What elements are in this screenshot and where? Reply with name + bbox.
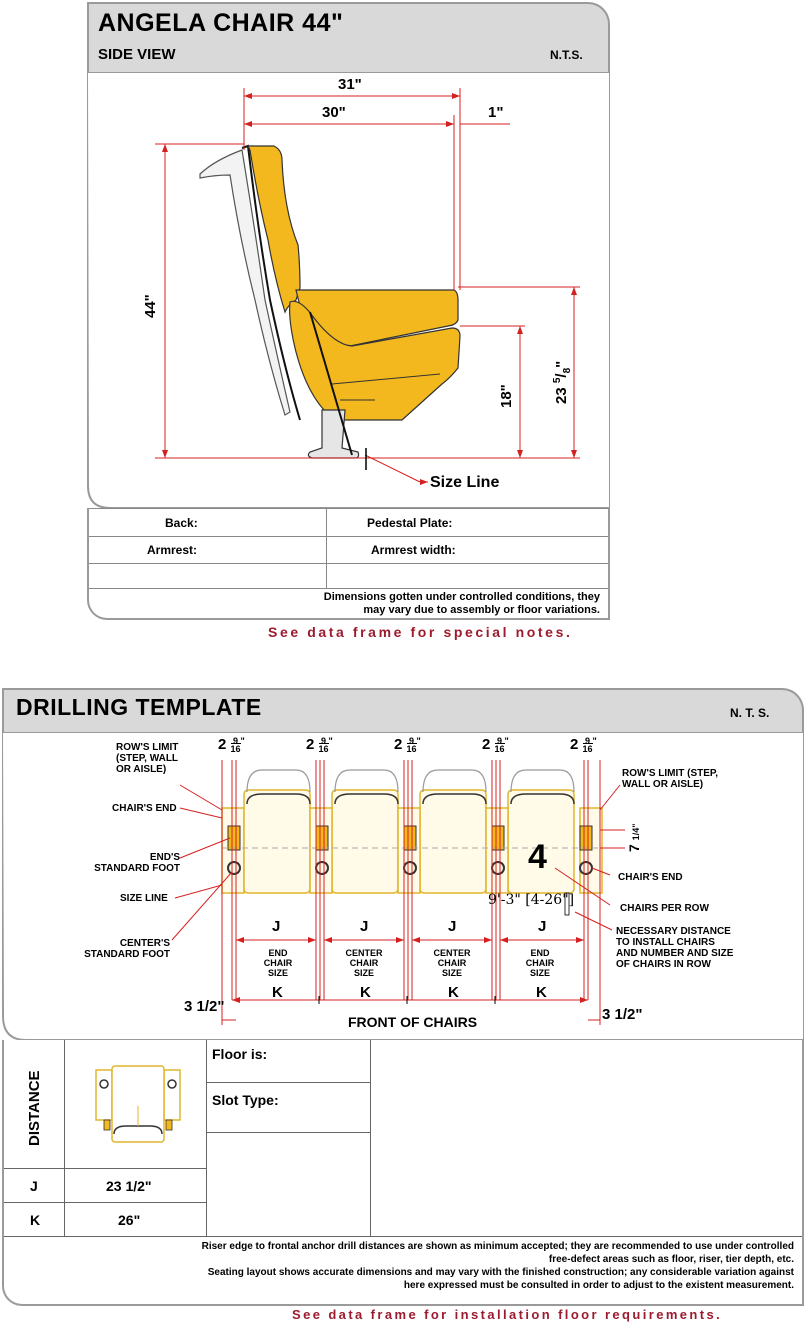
dim-seat-height: 18" (498, 384, 515, 408)
gap-num: 9 (585, 736, 591, 747)
back-label: Back: (165, 516, 198, 530)
gap-whole: 2 (306, 736, 315, 753)
drilling-title: DRILLING TEMPLATE (16, 694, 262, 720)
row-length (488, 892, 574, 908)
foot-offset-num: 1 (631, 835, 641, 841)
dim-arm-height-whole: 23 (553, 387, 570, 404)
gap-den: 16 (494, 744, 505, 755)
gap-dim-5 (570, 736, 597, 753)
rows-limit-right-line-2: WALL OR AISLE) (622, 779, 704, 790)
side-view-subtitle: SIDE VIEW (98, 46, 176, 63)
side-view-footer: See data frame for special notes. (268, 624, 573, 640)
gap-num: 9 (321, 736, 327, 747)
pedestal-plate-label: Pedestal Plate: (367, 516, 453, 530)
table-row-k-key: K (30, 1212, 41, 1228)
dim-offset: 1" (488, 104, 504, 121)
drilling-footer: See data frame for installation floor requirements. (292, 1307, 723, 1322)
distance-label: DISTANCE (26, 1070, 43, 1146)
gap-inch: " (240, 736, 245, 746)
drilling-note-line-1: Riser edge to frontal anchor drill distances are shown as minimum accepted; they are recommended to use under controlled (201, 1241, 794, 1252)
dim-arm-height-num: 5 (552, 377, 563, 384)
j-label-1: J (272, 918, 281, 935)
gap-num: 9 (497, 736, 503, 747)
chairs-end-right-label: CHAIR'S END (618, 872, 683, 883)
ends-foot-label (94, 852, 180, 874)
table-row-j-key: J (30, 1178, 38, 1194)
drilling-nts: N. T. S. (730, 706, 770, 720)
front-of-chairs-label: FRONT OF CHAIRS (348, 1014, 478, 1030)
dim-arm-height-inch: " (553, 360, 570, 368)
chair-size-3-line-2: CHAIR (437, 958, 467, 968)
necessary-line-2: TO INSTALL CHAIRS (616, 937, 715, 948)
gap-num: 9 (409, 736, 415, 747)
side-view-table (87, 508, 610, 620)
rows-limit-left-line-1: ROW'S LIMIT (116, 742, 179, 753)
k-label-2: K (360, 984, 371, 1001)
gap-dim-3 (394, 736, 421, 753)
rows-limit-right-label (622, 768, 718, 790)
size-line-label: Size Line (430, 474, 500, 491)
centers-foot-label (82, 938, 170, 960)
chair-size-1-line-3: SIZE (267, 968, 288, 978)
chairs-end-left-label: CHAIR'S END (112, 803, 177, 814)
k-label-3: K (448, 984, 459, 1001)
rows-limit-left-label (116, 742, 178, 775)
gap-den: 16 (230, 744, 241, 755)
chair-size-2 (342, 948, 386, 978)
drilling-note (14, 1240, 794, 1292)
chair-size-4-line-2: CHAIR (525, 958, 555, 968)
row-length-value: 9'-3" (488, 892, 521, 908)
size-line-drill-label: SIZE LINE (120, 893, 168, 904)
chairs-count: 4 (528, 838, 547, 876)
chair-size-1 (256, 948, 300, 978)
chair-top-view-icon (92, 1062, 184, 1148)
ends-foot-line-2: STANDARD FOOT (94, 863, 180, 874)
chair-size-1-line-1: END (268, 948, 288, 958)
gap-den: 16 (318, 744, 329, 755)
gap-inch: " (416, 736, 421, 746)
drilling-note-line-2: free-defect areas such as floor, riser, tier depth, etc. (548, 1254, 794, 1265)
gap-whole: 2 (570, 736, 579, 753)
side-view-title: ANGELA CHAIR 44" (98, 9, 344, 37)
dim-arm-height: 23 $^5/_8$" (552, 360, 573, 404)
chair-size-4 (518, 948, 562, 978)
foot-offset-inch: " (631, 823, 641, 828)
gap-whole: 2 (218, 736, 227, 753)
chair-size-2-line-3: SIZE (353, 968, 374, 978)
foot-offset-whole: 7 (626, 844, 642, 852)
slot-type-label: Slot Type: (212, 1092, 279, 1108)
drilling-note-line-4: here expressed must be consulted in order to adjust to the existent measurement. (403, 1280, 794, 1291)
armrest-width-label: Armrest width: (371, 543, 456, 557)
gap-den: 16 (582, 744, 593, 755)
rows-limit-right-line-1: ROW'S LIMIT (STEP, (622, 768, 719, 779)
gap-whole: 2 (394, 736, 403, 753)
centers-foot-line-1: CENTER'S (119, 938, 170, 949)
foot-offset-den: 4 (631, 827, 641, 833)
gap-inch: " (504, 736, 509, 746)
dim-seat-depth: 30" (322, 104, 346, 121)
gap-num: 9 (233, 736, 239, 747)
necessary-line-1: NECESSARY DISTANCE (616, 926, 731, 937)
foot-offset-dim: 7 1/4" (626, 823, 642, 852)
necessary-distance-label (616, 926, 733, 970)
chair-size-3-line-1: CENTER (433, 948, 471, 958)
centers-foot-line-2: STANDARD FOOT (84, 949, 170, 960)
gap-whole: 2 (482, 736, 491, 753)
drilling-note-line-3: Seating layout shows accurate dimensions and may vary with the finished construction; any considerable variation against (207, 1267, 794, 1278)
chair-size-4-line-3: SIZE (529, 968, 550, 978)
chair-size-3 (430, 948, 474, 978)
ends-foot-line-1: END'S (149, 852, 180, 863)
gap-dim-1 (218, 736, 245, 753)
floor-is-label: Floor is: (212, 1046, 268, 1062)
side-view-drawing (87, 72, 610, 508)
armrest-label: Armrest: (147, 543, 198, 557)
gap-inch: " (328, 736, 333, 746)
side-view-note-1: Dimensions gotten under controlled conditions, they (323, 591, 600, 603)
chair-size-4-line-1: END (530, 948, 550, 958)
j-label-4: J (538, 918, 547, 935)
rows-limit-left-line-2: (STEP, WALL (116, 753, 179, 764)
chair-size-3-line-3: SIZE (441, 968, 462, 978)
dim-arm-height-den: 8 (562, 367, 573, 374)
j-label-2: J (360, 918, 369, 935)
dim-overall-depth: 31" (338, 76, 362, 93)
k-label-1: K (272, 984, 283, 1001)
k-label-4: K (536, 984, 547, 1001)
chair-size-2-line-1: CENTER (345, 948, 383, 958)
necessary-line-3: AND NUMBER AND SIZE (616, 948, 734, 959)
drilling-table (2, 1040, 804, 1306)
side-view-note-2: may vary due to assembly or floor variations. (363, 604, 600, 616)
row-length-bracket: [4-26"] (525, 892, 575, 908)
necessary-line-4: OF CHAIRS IN ROW (616, 959, 711, 970)
gap-inch: " (592, 736, 597, 746)
chair-size-2-line-2: CHAIR (349, 958, 379, 968)
gap-dim-2 (306, 736, 333, 753)
table-row-j-value: 23 1/2" (106, 1178, 152, 1194)
table-row-k-value: 26" (118, 1212, 141, 1228)
chair-size-1-line-2: CHAIR (263, 958, 293, 968)
chairs-per-row-label: CHAIRS PER ROW (620, 903, 709, 914)
rows-limit-left-line-3: OR AISLE) (116, 764, 167, 775)
gap-den: 16 (406, 744, 417, 755)
side-view-nts: N.T.S. (550, 48, 583, 62)
j-label-3: J (448, 918, 457, 935)
end-clearance-left: 3 1/2" (184, 998, 225, 1015)
dim-height: 44" (142, 294, 159, 318)
end-clearance-right: 3 1/2" (602, 1006, 643, 1023)
gap-dim-4 (482, 736, 509, 753)
